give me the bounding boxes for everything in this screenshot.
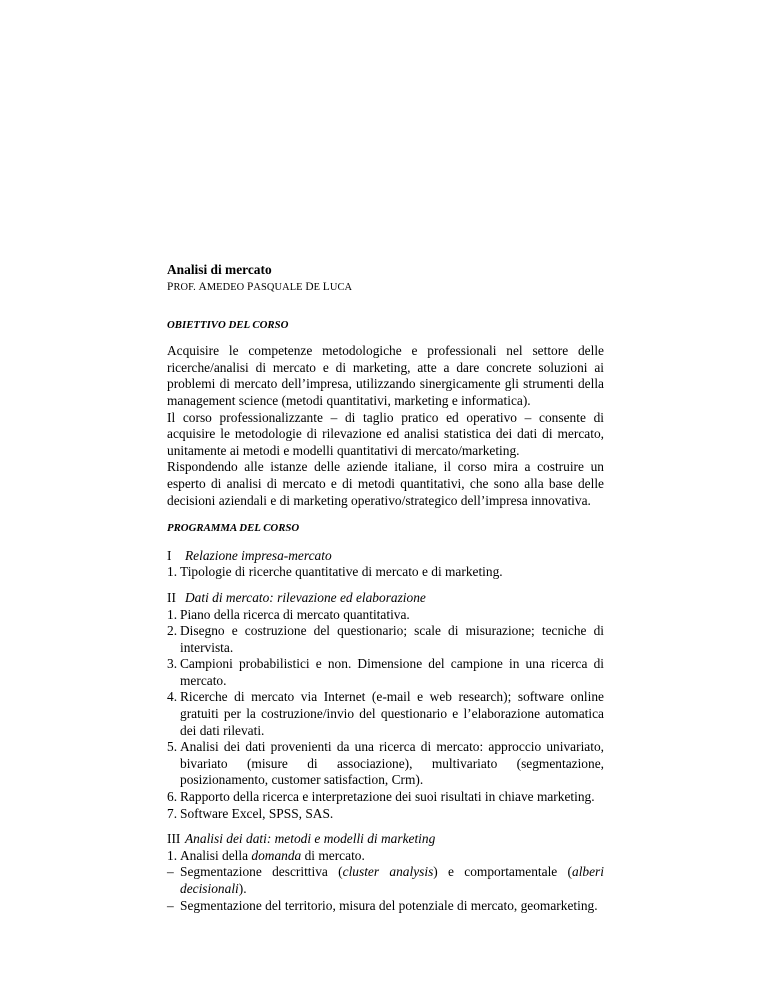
group-1-title: Relazione impresa-mercato — [185, 547, 332, 563]
item-text-emphasis: cluster analysis — [342, 864, 434, 880]
group-1-roman: I — [167, 547, 172, 563]
program-list — [167, 548, 604, 914]
item-text: Piano della ricerca di mercato quantitativa. — [180, 606, 410, 622]
list-item — [167, 689, 604, 739]
author-name-rest-1: MEDEO — [206, 281, 247, 293]
author-prefix-rest: ROF. — [173, 281, 199, 293]
item-text: Ricerche di mercato via Internet (e-mail e web research); software online gratuiti per la costruzione/invio del questionario e l’elaborazione automatica dei dati rilevati. — [180, 689, 604, 738]
item-text-before: Analisi della — [180, 847, 252, 863]
course-page — [167, 262, 604, 923]
item-number: 1. — [167, 847, 178, 863]
group-2-roman: II — [167, 589, 176, 605]
group-3-roman: III — [167, 831, 181, 847]
group-2-title: Dati di mercato: rilevazione ed elaborazione — [185, 589, 426, 605]
item-text-emphasis-2: alberi decisionali — [180, 864, 604, 896]
list-item — [167, 607, 604, 624]
item-text: Disegno e costruzione del questionario; scale di misurazione; tecniche di intervista. — [180, 623, 604, 655]
item-text: Campioni probabilistici e non. Dimensione del campione in una ricerca di mercato. — [180, 656, 604, 688]
author-name-rest-3: E — [313, 281, 323, 293]
list-item — [167, 898, 604, 915]
list-item — [167, 789, 604, 806]
group-3-title: Analisi dei dati: metodi e modelli di marketing — [185, 831, 436, 847]
item-text: Software Excel, SPSS, SAS. — [180, 805, 334, 821]
item-bullet-dash: – — [167, 864, 174, 880]
list-item — [167, 806, 604, 823]
item-number: 7. — [167, 805, 178, 821]
author-name-cap-1: A — [198, 280, 207, 293]
item-text: Analisi dei dati provenienti da una ricerca di mercato: approccio univariato, bivariato (misure di associazione), multivariato (segmentazione, posizionamento, customer satisfaction, Crm). — [180, 739, 604, 788]
objective-text — [167, 343, 604, 509]
list-item — [167, 848, 604, 865]
item-number: 5. — [167, 739, 178, 755]
item-text-after: di mercato. — [301, 847, 365, 863]
program-group-3 — [167, 831, 604, 914]
item-text — [180, 848, 604, 865]
objective-paragraph-1: Acquisire le competenze metodologiche e professionali nel settore delle ricerche/analisi di mercato e di marketing, atte a dare concrete soluzioni ai problemi di mercato dell’impresa, utilizzando sinergicamente gli strumenti della management science (metodi quantitativi, marketing e informatica). — [167, 343, 604, 408]
course-title: Analisi di mercato — [167, 262, 272, 277]
item-number: 1. — [167, 606, 178, 622]
item-number: 6. — [167, 789, 178, 805]
item-number: 4. — [167, 689, 178, 705]
author-name-cap-3: D — [305, 280, 314, 293]
objective-heading: OBIETTIVO DEL CORSO — [167, 318, 289, 331]
item-text-before: Segmentazione descrittiva ( — [180, 864, 343, 880]
item-bullet-dash: – — [167, 897, 174, 913]
course-author — [167, 279, 604, 296]
item-text: Rapporto della ricerca e interpretazione dei suoi risultati in chiave marketing. — [180, 789, 595, 805]
program-group-2-header — [167, 590, 604, 607]
list-item — [167, 623, 604, 656]
list-item — [167, 739, 604, 789]
item-number: 2. — [167, 623, 178, 639]
item-text: Tipologie di ricerche quantitative di mercato e di marketing. — [180, 564, 503, 580]
item-text-emphasis: domanda — [251, 847, 302, 863]
list-item — [167, 564, 604, 581]
author-prefix-cap: P — [167, 280, 174, 293]
list-item — [167, 864, 604, 897]
author-name-cap-2: P — [246, 280, 254, 293]
author-name-rest-4: UCA — [329, 281, 353, 293]
author-name-cap-4: L — [322, 280, 330, 293]
list-item — [167, 656, 604, 689]
program-group-1-header — [167, 548, 604, 565]
objective-paragraph-3: Rispondendo alle istanze delle aziende italiane, il corso mira a costruire un esperto di analisi di mercato e di metodi quantitativi, che sono alla base delle decisioni aziendali e di marketing operativo/strategico dell’impresa innovativa. — [167, 459, 604, 508]
program-group-1 — [167, 548, 604, 581]
objective-paragraph-2: Il corso professionalizzante – di taglio pratico ed operativo – consente di acquisire le metodologie di rilevazione ed analisi statistica dei dati di mercato, unitamente ai metodi e modelli quantitativi di mercato/marketing. — [167, 409, 604, 458]
item-number: 3. — [167, 656, 178, 672]
item-text: Segmentazione del territorio, misura del potenziale di mercato, geomarketing. — [180, 897, 598, 913]
program-group-2 — [167, 590, 604, 822]
item-text-middle: ) e comportamentale ( — [433, 864, 572, 880]
item-text-after: ). — [238, 881, 247, 896]
program-group-3-header — [167, 831, 604, 848]
author-name-rest-2: ASQUALE — [253, 281, 306, 293]
item-number: 1. — [167, 564, 178, 580]
program-heading: PROGRAMMA DEL CORSO — [167, 522, 300, 535]
item-text — [180, 864, 604, 897]
